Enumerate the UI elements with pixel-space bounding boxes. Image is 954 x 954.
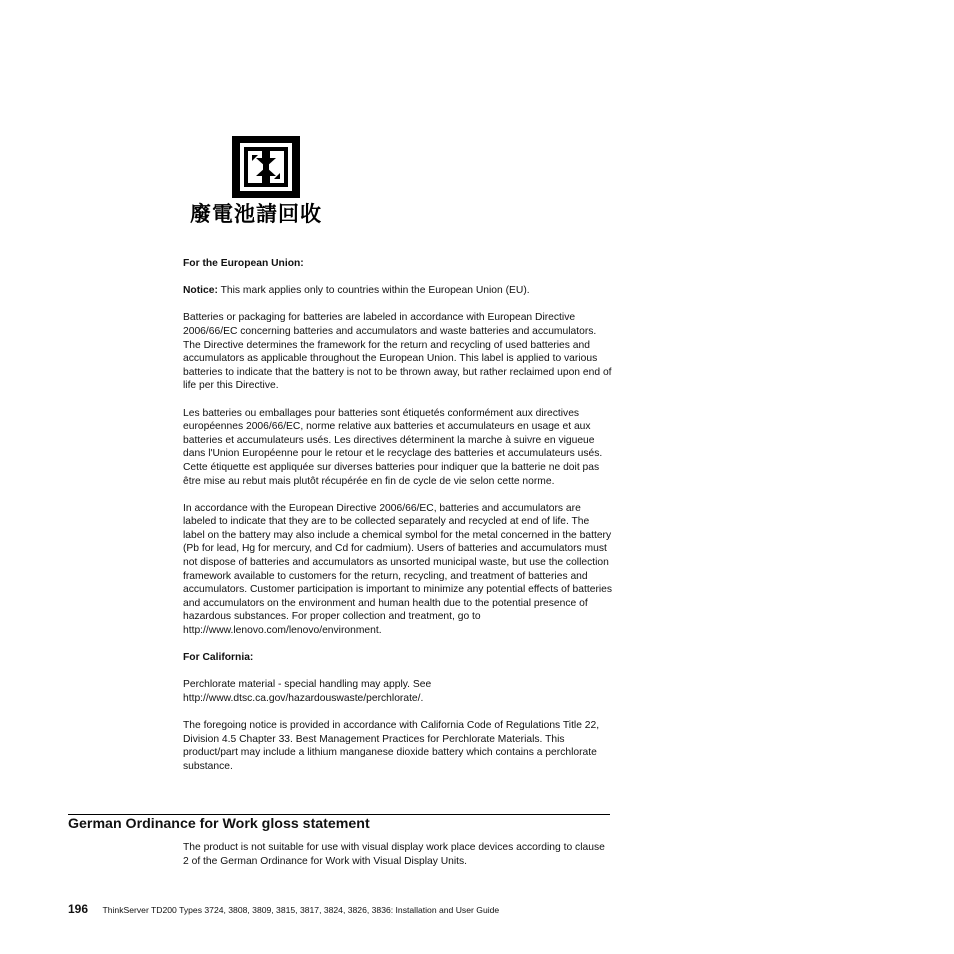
california-heading: For California: bbox=[183, 652, 254, 664]
california-perchlorate: Perchlorate material - special handling may apply. See http://www.dtsc.ca.gov/hazardouswaste/perchlorate/. bbox=[183, 679, 432, 704]
taiwan-battery-recycling-icon bbox=[232, 136, 300, 198]
footer-text: ThinkServer TD200 Types 3724, 3808, 3809, 3815, 3817, 3824, 3826, 3836: Installation and User Guide bbox=[102, 905, 500, 915]
german-ordinance-body: The product is not suitable for use with visual display work place devices according to clause 2 of the German Ordinance for Work with Visual Display Units. bbox=[183, 842, 605, 867]
eu-paragraph-collection: In accordance with the European Directive 2006/66/EC, batteries and accumulators are labeled to indicate that they are to be collected separately and recycled at end of life. The label on the battery may also include a chemical symbol for the metal concerned in the battery (Pb for lead, Hg for mercury, and Cd for cadmium). Users of batteries and accumulators must not dispose of batteries and accumulators as unsorted municipal waste, but use the collection framework available to customers for the return, recycling, and treatment of batteries and accumulators. Customer participation is important to minimize any potential effects of batteries and accumulators on the environment and human health due to the potential presence of hazardous substances. For proper collection and treatment, go to http://www.lenovo.com/lenovo/environment. bbox=[183, 502, 613, 637]
california-notice: The foregoing notice is provided in accordance with California Code of Regulations Title 22, Division 4.5 Chapter 33. Best Management Practices for Perchlorate Materials. This product/part may include a lithium manganese dioxide battery which contains a perchlorate substance. bbox=[183, 720, 600, 772]
eu-paragraph-english: Batteries or packaging for batteries are labeled in accordance with European Directive 2006/66/EC concerning batteries and accumulators and waste batteries and accumulators. The Directive determines the framework for the return and recycling of used batteries and accumulators as applicable throughout the European Union. This label is applied to various batteries to indicate that the battery is not to be thrown away, but rather reclaimed upon end of life per this Directive. bbox=[183, 312, 612, 392]
battery-notice-content bbox=[183, 257, 613, 787]
page-number: 196 bbox=[68, 902, 89, 916]
notice-label: Notice: bbox=[183, 285, 218, 297]
german-ordinance-title: German Ordinance for Work gloss statement bbox=[68, 816, 370, 832]
section-divider bbox=[68, 814, 610, 815]
battery-recycling-caption: 廢電池請回收 bbox=[190, 201, 322, 226]
notice-text: This mark applies only to countries within the European Union (EU). bbox=[217, 285, 530, 297]
battery-recycling-mark bbox=[190, 136, 342, 224]
eu-notice bbox=[183, 284, 613, 298]
eu-paragraph-french: Les batteries ou emballages pour batteries sont étiquetés conformément aux directives européennes 2006/66/EC, norme relative aux batteries et accumulateurs en usage et aux batteries et accumulateurs usés. Les directives déterminent la marche à suivre en vigueue dans l'Union Européenne pour le retour et le recyclage des batteries et accumulateurs usés. Cette étiquette est appliquée sur diverses batteries pour indiquer que la batterie ne doit pas être mise au rebut mais plutôt récupérée en fin de cycle de vie selon cette norme. bbox=[183, 407, 603, 487]
eu-heading: For the European Union: bbox=[183, 258, 304, 269]
page-footer bbox=[68, 900, 499, 918]
